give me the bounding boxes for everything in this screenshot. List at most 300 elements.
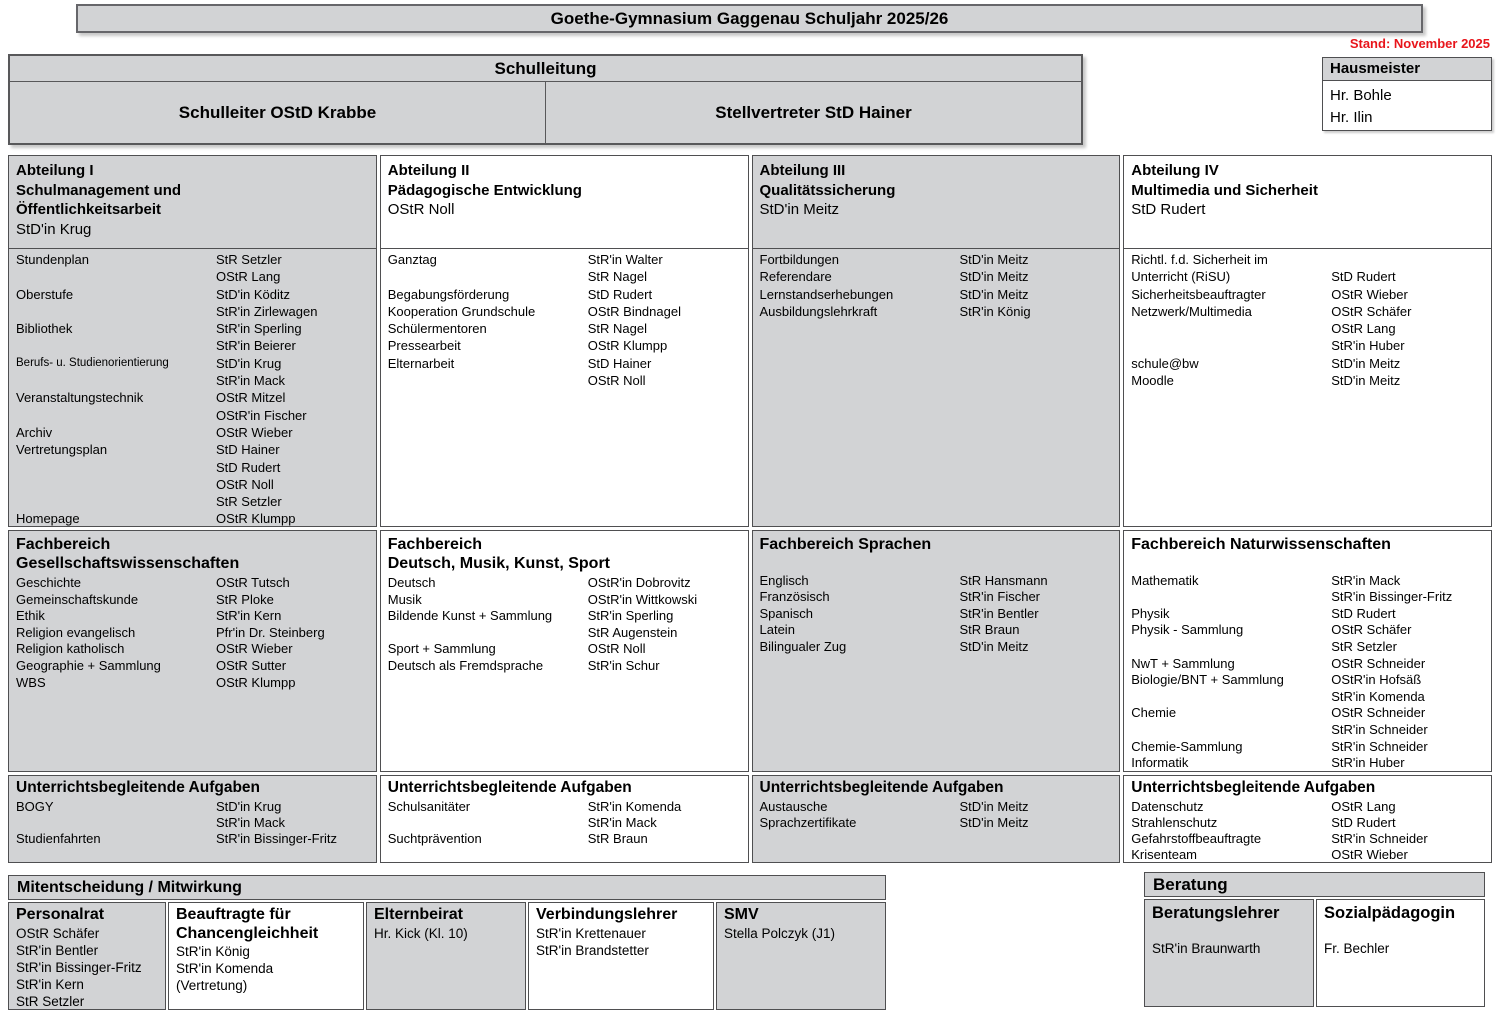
mitwirkung-box-title: Verbindungslehrer [536,906,678,923]
person-name: StD'in Meitz [959,799,1029,814]
person-name: StD Rudert [1331,815,1396,830]
person-name: StR'in Mack [216,815,285,830]
schulleitung-header: Schulleitung [10,56,1081,82]
person-name: Pfr'in Dr. Steinberg [216,624,325,640]
assignment-row [16,799,369,815]
abteilung-1-box [8,155,377,527]
abteilung-leader: OStR Noll [387,201,455,218]
fachbereich-title-line: Fachbereich [16,536,111,553]
assignment-row [16,459,369,476]
person-name: OStR Schneider [1331,705,1426,721]
abteilung-title-line: Qualitätssicherung [759,181,896,199]
task-label: Französisch [759,589,830,605]
task-label: Veranstaltungstechnik [16,390,144,406]
task-label [16,459,216,476]
assignment-row [388,625,741,642]
assignment-row [388,251,741,268]
assignment-row [388,592,741,609]
mitwirkung-box-3 [366,902,526,1010]
abteilung-leader: StD'in Krug [16,220,92,238]
assignment-row [16,831,369,847]
assignment-row [16,286,369,303]
person-name: StR'in Komenda [1331,688,1425,704]
task-label: Gefahrstoffbeauftragte [1131,831,1262,846]
person-name: StD'in Meitz [959,286,1029,302]
mitwirkung-box-5 [716,902,886,1010]
person-name: OStR Mitzel [216,390,286,406]
person-name: StD'in Meitz [959,252,1029,267]
assignment-row [16,493,369,510]
task-label [388,815,588,831]
member-name: StR'in Braunwarth [1152,941,1261,957]
person-name: StD Rudert [587,286,653,302]
person-name: StD'in Meitz [1331,373,1401,389]
person-name: StR Nagel [587,321,647,337]
task-label: Elternarbeit [387,355,455,371]
task-label: Chemie [1131,705,1177,721]
assignments-list [753,797,1120,831]
fachbereich-4-box [1123,530,1492,772]
person-name: StD'in Krug [216,355,282,371]
assignment-row [1131,303,1484,320]
assignment-row [388,372,741,389]
abteilung-title-line: Schulmanagement und [16,181,182,199]
person-name: OStR Lang [216,269,281,285]
person-name: OStR Wieber [1331,286,1408,302]
person-name: StR Nagel [587,269,647,285]
assignments-list [381,249,748,389]
task-label [1131,337,1331,354]
fachbereich-header [9,531,376,573]
assignment-row [388,337,741,354]
person-name: StR Augenstein [587,624,678,640]
person-name: StR'in Huber [1331,755,1405,771]
person-name: StR Braun [959,622,1020,638]
person-name: OStR Klumpp [216,511,296,527]
mitwirkung-boxes [8,902,886,1010]
person-name: StR Setzler [216,252,282,267]
task-label [1131,589,1331,606]
task-label: Gemeinschaftskunde [16,591,139,607]
person-name: OStR Sutter [216,657,287,673]
task-label: Bildende Kunst + Sammlung [387,608,553,624]
person-name: OStR Schneider [1331,655,1426,671]
assignments-list [1124,797,1491,863]
assignment-row [1131,656,1484,673]
person-name: StR'in Mack [587,815,657,830]
task-label: Homepage [16,511,80,527]
member-name: StR'in Bissinger-Fritz [16,959,142,975]
assignment-row [1131,355,1484,372]
person-name: OStR Wieber [1331,847,1408,862]
fachbereich-header [753,531,1120,554]
assignment-row [1131,286,1484,303]
assignment-row [388,641,741,658]
person-name: OStR'in Fischer [216,407,307,423]
task-label: Sport + Sammlung [387,641,496,657]
abteilung-2-box [380,155,749,527]
assignments-list [753,554,1120,656]
fachbereich-title-line: Fachbereich Sprachen [759,536,932,553]
person-name: OStR Lang [1331,321,1396,337]
member-list [1324,923,1477,957]
task-label [1131,556,1331,573]
task-label [16,493,216,510]
mitwirkung-box-title: Chancengleichheit [176,924,319,942]
assignment-row [16,389,369,406]
task-label: Schülermentoren [387,321,487,337]
abteilung-title-line: Abteilung II [387,162,470,179]
assignment-row [1131,337,1484,354]
abteilung-leader: StD'in Meitz [759,201,840,218]
task-label: Deutsch [387,575,436,590]
task-label [388,372,588,389]
assignment-row [1131,606,1484,623]
task-label: Deutsch als Fremdsprache [387,657,544,673]
person-name: OStR Klumpp [587,338,668,354]
person-name: OStR Noll [216,476,274,492]
page-title: Goethe-Gymnasium Gaggenau Schuljahr 2025/26 [76,4,1423,33]
assignment-row [760,799,1113,815]
fachbereich-header [1124,531,1491,554]
task-label: BOGY [16,799,54,814]
task-label: Austausche [759,799,828,814]
mitwirkung-box-title: Personalrat [16,906,105,923]
task-label: Begabungsförderung [387,286,510,302]
assignments-list [1124,249,1491,389]
person-name: StD'in Köditz [216,286,291,302]
task-label: Chemie-Sammlung [1131,738,1243,754]
assignment-row [16,268,369,285]
task-label: Lernstandserhebungen [759,286,894,302]
aufgaben-2-box [380,775,749,863]
task-label: Bilingualer Zug [759,638,847,654]
assignment-row [760,815,1113,831]
person-name: StR'in Kern [216,608,282,624]
hausmeister-name: Hr. Bohle [1330,87,1392,104]
assignment-row [1131,372,1484,389]
person-name: StR'in Schneider [1331,831,1428,846]
assignment-row [16,355,369,372]
hausmeister-names [1323,81,1491,133]
assignment-row [760,268,1113,285]
task-label: Fortbildungen [759,252,839,267]
member-list [176,943,356,995]
task-label [760,556,960,573]
task-label: Englisch [759,572,809,588]
task-label: Kooperation Grundschule [387,303,536,319]
member-name: StR'in Brandstetter [536,942,649,958]
assignment-row [388,286,741,303]
assignment-row [1131,622,1484,639]
person-name: StR'in Schneider [1331,721,1428,737]
person-name: StD'in Meitz [959,269,1029,285]
member-list [374,925,518,942]
person-name: StR Hansmann [959,572,1048,588]
assignment-row [1131,689,1484,706]
task-label: Archiv [16,424,53,440]
aufgaben-header: Unterrichtsbegleitende Aufgaben [1131,779,1376,796]
abteilung-3-box [752,155,1121,527]
assignment-row [388,799,741,815]
task-label [388,625,588,642]
assignment-row [388,831,741,847]
assignment-row [1131,722,1484,739]
assignment-row [16,372,369,389]
assignment-row [16,407,369,424]
task-label [1131,689,1331,706]
beratung-boxes [1144,899,1485,1007]
task-label [16,476,216,493]
task-label [16,407,216,424]
assignment-row [388,320,741,337]
assignment-row [1131,755,1484,772]
member-name: StR'in Komenda [176,961,274,977]
member-name: StR'in Bentler [16,942,99,958]
beratung-box-1 [1144,899,1314,1007]
person-name: StD Rudert [216,459,281,475]
task-label: Netzwerk/Multimedia [1131,303,1252,319]
task-label: Berufs- u. Studienorientierung [16,356,169,369]
assignment-row [388,355,741,372]
person-name: OStR Wieber [216,641,293,657]
aufgaben-1-box [8,775,377,863]
member-name: Hr. Kick (Kl. 10) [374,925,468,941]
schulleitung-box [8,54,1083,145]
person-name: OStR Schäfer [1331,303,1412,319]
person-name: StD Hainer [216,442,280,458]
assignment-row [16,303,369,320]
person-name: StD'in Meitz [1331,355,1401,371]
assignment-row [388,608,741,625]
fachbereich-title-line: Deutsch, Musik, Kunst, Sport [387,555,610,572]
abteilung-header [9,156,376,249]
abteilung-title-line: Abteilung I [16,162,94,179]
person-name: StR'in Schneider [1331,738,1428,754]
task-label: Spanisch [759,605,813,621]
person-name: OStR'in Hofsäß [1331,672,1422,688]
abteilung-title-line: Öffentlichkeitsarbeit [16,201,162,218]
assignment-row [1131,251,1484,268]
member-name: StR'in König [176,944,250,959]
assignments-list [753,249,1120,320]
assignment-row [760,556,1113,573]
assignment-row [16,441,369,458]
beratung-section [1144,872,1485,1007]
task-label: Geographie + Sammlung [16,657,161,673]
task-label: Mathematik [1131,572,1199,588]
assignment-row [388,303,741,320]
hausmeister-box [1322,57,1492,131]
person-name: OStR Schäfer [1331,622,1412,638]
mitwirkung-box-title: SMV [724,906,759,923]
assignment-row [16,510,369,527]
assignment-row [388,575,741,592]
person-name: StR Braun [587,831,648,846]
mitwirkung-box-2 [168,902,364,1010]
member-name: StR Setzler [16,994,85,1010]
assignments-list [9,573,376,691]
member-name: Fr. Bechler [1324,941,1390,957]
task-label: Unterricht (RiSU) [1131,269,1231,285]
assignment-row [16,592,369,609]
task-label: Datenschutz [1131,799,1204,814]
person-name: StR'in Fischer [959,589,1041,605]
beratung-box-2 [1316,899,1485,1007]
assignment-row [16,815,369,831]
task-label: NwT + Sammlung [1131,655,1235,671]
task-label: Studienfahrten [16,831,101,846]
person-name: OStR Noll [587,373,646,389]
task-label: Biologie/BNT + Sammlung [1131,672,1284,688]
person-name: StR'in Schur [587,657,660,673]
person-name: StD'in Meitz [959,638,1029,654]
assignment-row [760,589,1113,606]
person-name [1331,556,1484,573]
task-label: Schulsanitäter [387,799,471,814]
person-name: StR'in Beierer [216,338,296,354]
assignments-list [381,797,748,847]
assignment-row [760,573,1113,590]
task-label: Bibliothek [16,321,73,337]
assignment-row [760,303,1113,320]
assignment-row [16,337,369,354]
aufgaben-4-box [1123,775,1492,863]
abteilung-leader: StD Rudert [1131,201,1206,218]
assignments-list [9,249,376,527]
task-label: Religion evangelisch [16,624,136,640]
fachbereich-title-line: Gesellschaftswissenschaften [16,555,240,572]
fachbereich-3-box [752,530,1121,772]
assignment-row [16,608,369,625]
task-label [1131,320,1331,337]
member-name: StR'in Krettenauer [536,925,646,941]
task-label: Richtl. f.d. Sicherheit im [1131,252,1268,267]
assignment-row [1131,847,1484,863]
aufgaben-header: Unterrichtsbegleitende Aufgaben [16,779,261,796]
mitwirkung-box-title: Beauftragte für [176,906,291,923]
assignment-row [388,815,741,831]
assignment-row [16,476,369,493]
task-label [16,337,216,354]
member-name: StR'in Kern [16,977,84,993]
person-name: StR'in Zirlewagen [216,303,318,319]
assignment-row [16,625,369,642]
person-name: OStR Noll [587,641,646,657]
assignments-list [9,797,376,847]
assignment-row [1131,672,1484,689]
task-label: Sicherheitsbeauftragter [1131,286,1266,302]
assignment-row [16,251,369,268]
task-label: Informatik [1131,755,1189,771]
schulleitung-cells [10,82,1081,143]
task-label: Krisenteam [1131,847,1197,862]
task-label: Sprachzertifikate [759,815,857,830]
assignment-row [760,286,1113,303]
person-name: OStR Tutsch [216,575,290,590]
member-name [1324,923,1477,940]
person-name: StD Rudert [1331,605,1396,621]
person-name: OStR Wieber [216,424,293,440]
assignment-row [16,424,369,441]
task-label: Suchtprävention [387,831,482,846]
beratung-box-title: Sozialpädagogin [1324,904,1456,922]
task-label: Musik [387,591,422,607]
person-name: OStR'in Dobrovitz [587,575,691,590]
person-name: StR Setzler [1331,638,1397,654]
person-name [960,556,1113,573]
member-list [536,925,706,959]
task-label: Geschichte [16,575,82,590]
abteilung-4-box [1123,155,1492,527]
person-name: StR'in Komenda [587,799,682,814]
assignment-row [1131,705,1484,722]
assignment-row [760,606,1113,623]
assignment-row [16,675,369,692]
mitwirkung-box-title: Elternbeirat [374,906,463,923]
person-name: StR'in Sperling [216,321,302,337]
fachbereich-header [381,531,748,573]
task-label: Latein [759,622,795,638]
task-label [388,268,588,285]
hausmeister-header: Hausmeister [1323,58,1491,81]
task-label: Pressearbeit [387,338,461,354]
assignment-row [760,639,1113,656]
person-name: StR'in Sperling [587,608,674,624]
member-list [724,925,878,942]
task-label: Religion katholisch [16,641,125,657]
person-name: StD Rudert [1331,269,1396,285]
member-list [16,925,158,1011]
assignment-row [760,622,1113,639]
task-label: schule@bw [1131,355,1199,371]
task-label [16,268,216,285]
status-date-note: Stand: November 2025 [1349,36,1490,51]
task-label: Moodle [1131,373,1174,389]
person-name: StD Hainer [587,355,652,371]
assignment-row [1131,589,1484,606]
abteilung-title-line: Abteilung III [759,162,846,179]
assignment-row [1131,556,1484,573]
fachbereich-title-line: Fachbereich [387,536,483,553]
assignment-row [16,575,369,592]
abteilung-title-line: Pädagogische Entwicklung [387,181,582,199]
abteilung-title-line: Abteilung IV [1131,162,1219,179]
person-name: StD'in Krug [216,799,282,814]
person-name: OStR Klumpp [216,674,296,690]
person-name [1331,251,1484,268]
assignment-row [388,658,741,675]
task-label [1131,722,1331,739]
fachbereich-title-line: Fachbereich Naturwissenschaften [1131,536,1391,553]
task-label: Ganztag [387,252,437,267]
abteilung-header [1124,156,1491,249]
fachbereich-1-box [8,530,377,772]
member-name: OStR Schäfer [16,925,100,941]
member-name: (Vertretung) [176,978,248,994]
hausmeister-name: Hr. Ilin [1330,109,1373,126]
abteilung-header [753,156,1120,249]
mitwirkung-box-4 [528,902,714,1010]
assignment-row [1131,573,1484,590]
beratung-box-title: Beratungslehrer [1152,904,1280,922]
task-label: Vertretungsplan [16,442,108,458]
stellvertreter-cell: Stellvertreter StD Hainer [715,102,912,122]
abteilung-header [381,156,748,249]
task-label: Ausbildungslehrkraft [759,303,878,319]
beratung-header: Beratung [1144,872,1485,897]
task-label: Physik - Sammlung [1131,622,1244,638]
